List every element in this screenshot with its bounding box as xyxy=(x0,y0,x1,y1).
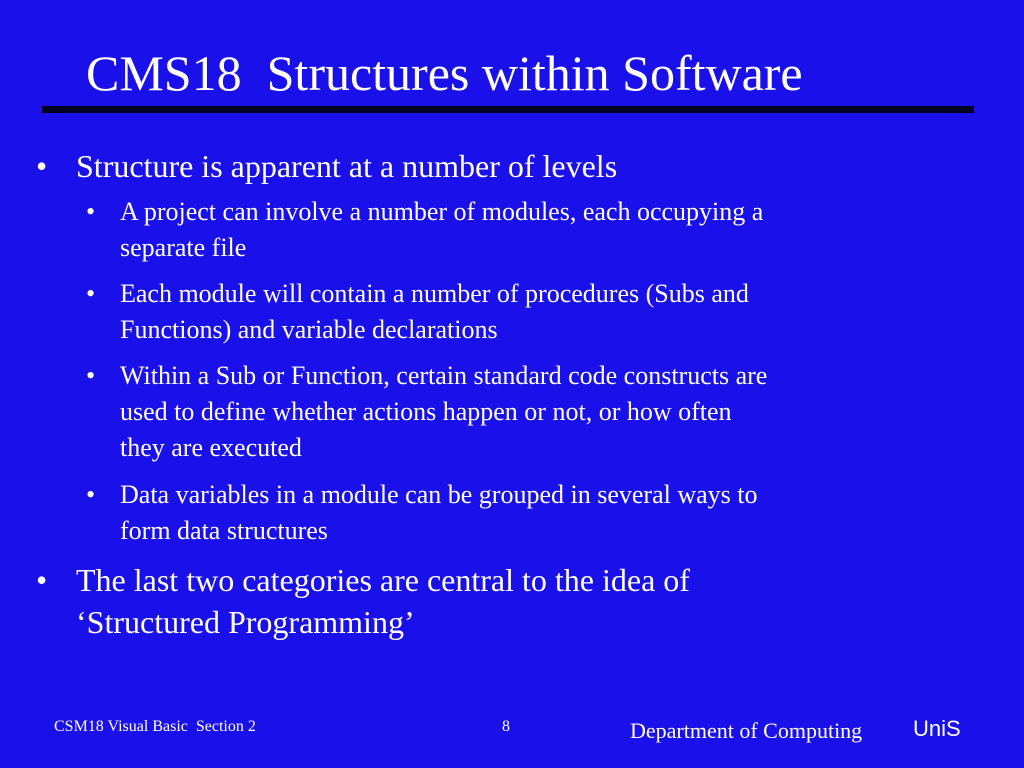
bullet-text: used to define whether actions happen or not, or how often xyxy=(120,397,732,426)
bullet-text: Within a Sub or Function, certain standard code constructs are xyxy=(120,361,768,390)
slide-title: CMS18 Structures within Software xyxy=(86,45,803,101)
bullet-marker: • xyxy=(86,279,96,308)
bullet-text: Structure is apparent at a number of levels xyxy=(76,148,618,184)
bullet-marker: • xyxy=(86,361,96,390)
bullet-text: they are executed xyxy=(120,433,302,462)
footer-course: CSM18 Visual Basic Section 2 xyxy=(54,718,256,735)
title-divider xyxy=(42,106,974,113)
bullet-marker: • xyxy=(36,562,48,598)
bullet-text: A project can involve a number of modules, each occupying a xyxy=(120,197,764,226)
bullet-marker: • xyxy=(36,148,48,184)
footer-department: Department of Computing xyxy=(630,718,863,743)
bullet-marker: • xyxy=(86,480,96,509)
page-number: 8 xyxy=(502,718,510,735)
unis-logo: UniS xyxy=(913,716,961,741)
bullet-text: Each module will contain a number of procedures (Subs and xyxy=(120,279,749,308)
bullet-text: The last two categories are central to the idea of xyxy=(76,562,690,598)
bullet-text: form data structures xyxy=(120,516,328,545)
bullet-text: ‘Structured Programming’ xyxy=(76,604,415,640)
bullet-text: separate file xyxy=(120,233,247,262)
bullet-text: Data variables in a module can be grouped in several ways to xyxy=(120,480,758,509)
bullet-marker: • xyxy=(86,197,96,226)
bullet-text: Functions) and variable declarations xyxy=(120,315,498,344)
